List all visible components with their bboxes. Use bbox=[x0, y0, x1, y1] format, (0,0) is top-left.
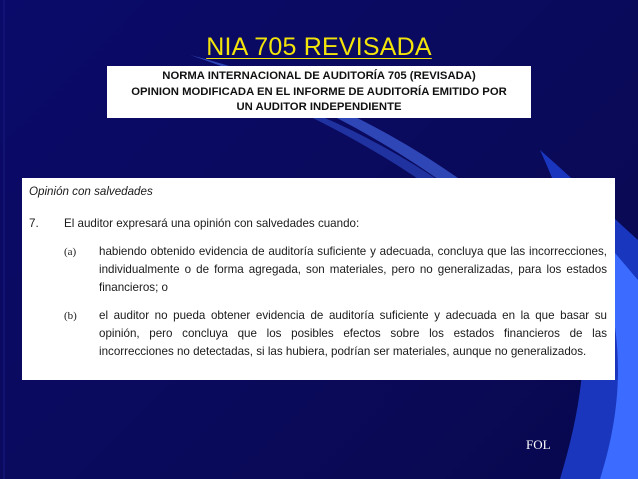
header-line-3: UN AUDITOR INDEPENDIENTE bbox=[236, 101, 402, 113]
paragraph-lead: El auditor expresará una opinión con salvedades cuando: bbox=[64, 217, 360, 230]
paragraph-number: 7. bbox=[29, 217, 39, 230]
item-a-label: (a) bbox=[64, 246, 77, 258]
section-heading: Opinión con salvedades bbox=[29, 185, 153, 198]
item-b-label: (b) bbox=[64, 310, 77, 322]
header-line-1: NORMA INTERNACIONAL DE AUDITORÍA 705 (REVISADA) bbox=[162, 70, 476, 82]
item-b-text: el auditor no pueda obtener evidencia de auditoría suficiente y adecuada en la que basar su opinión, pero concluya que los posibles efectos sobre los estados financieros de las incorrecciones no detectadas, si las hubiera, podrían ser materiales, aunque no generalizados. bbox=[99, 309, 607, 358]
header-line-2: OPINION MODIFICADA EN EL INFORME DE AUDITORÍA EMITIDO POR bbox=[131, 85, 507, 98]
qualified-opinion-box bbox=[22, 178, 615, 380]
item-a-text: habiendo obtenido evidencia de auditoría suficiente y adecuada, concluya que las incorrecciones, individualmente o de forma agregada, son materiales, pero no generalizadas, para los estados financieros; o bbox=[99, 245, 607, 294]
footer-label: FOL bbox=[526, 437, 551, 452]
slide-title: NIA 705 REVISADA bbox=[206, 33, 432, 61]
standard-header-box bbox=[107, 66, 531, 118]
